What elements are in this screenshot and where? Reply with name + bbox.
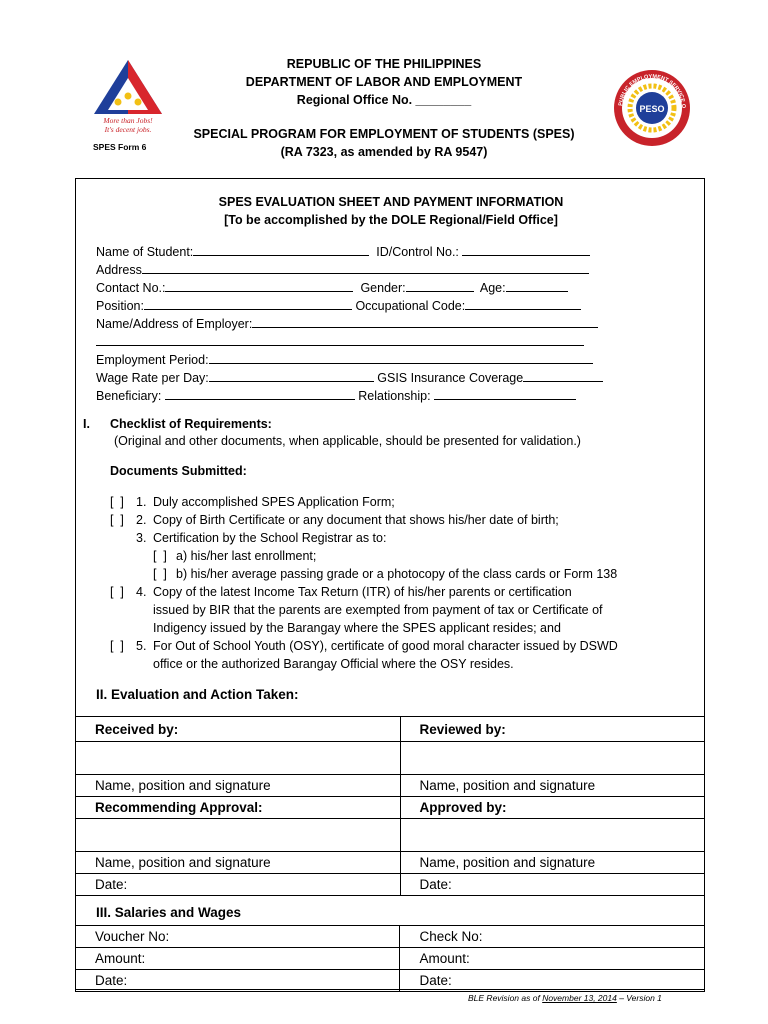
approved-date[interactable]: Date: — [400, 874, 704, 896]
relationship-field[interactable] — [434, 387, 576, 400]
position-label: Position: — [96, 299, 144, 313]
position-row — [96, 297, 581, 313]
reviewed-by-signature[interactable] — [400, 742, 704, 775]
salaries-table — [75, 925, 705, 992]
item1-num: 1. — [136, 495, 147, 509]
check-amount[interactable]: Amount: — [400, 948, 705, 970]
recommending-label: Recommending Approval: — [76, 797, 401, 819]
evaluation-table — [75, 716, 705, 896]
id-label: ID/Control No.: — [376, 245, 459, 259]
occ-code-label: Occupational Code: — [355, 299, 466, 313]
name-label: Name of Student: — [96, 245, 194, 259]
age-field[interactable] — [506, 279, 568, 292]
period-row — [96, 351, 593, 367]
checklist-heading: Checklist of Requirements: — [110, 417, 272, 431]
item5-text-1: For Out of School Youth (OSY), certificate of good moral character issued by DSWD — [153, 639, 618, 653]
voucher-amount[interactable]: Amount: — [76, 948, 400, 970]
recommending-date[interactable]: Date: — [76, 874, 401, 896]
relationship-label: Relationship: — [358, 389, 431, 403]
received-by-signature[interactable] — [76, 742, 401, 775]
item2-text: Copy of Birth Certificate or any document that shows his/her date of birth; — [153, 513, 559, 527]
address-label: Address — [96, 263, 142, 277]
address-row — [96, 261, 589, 277]
form-box — [75, 178, 705, 990]
voucher-date[interactable]: Date: — [76, 970, 400, 992]
gender-field[interactable] — [406, 279, 474, 292]
sheet-title: SPES EVALUATION SHEET AND PAYMENT INFORMATION — [218, 195, 564, 209]
checklist-num: I. — [83, 417, 90, 431]
header-republic: REPUBLIC OF THE PHILIPPINES — [286, 57, 482, 71]
item3-num: 3. — [136, 531, 147, 545]
item4-checkbox[interactable]: [ ] — [110, 585, 124, 599]
item4-num: 4. — [136, 585, 147, 599]
header-regional-office: Regional Office No. ________ — [296, 93, 472, 107]
period-label: Employment Period: — [96, 353, 209, 367]
item5-num: 5. — [136, 639, 147, 653]
recommending-caption: Name, position and signature — [76, 852, 401, 874]
item4-text-1: Copy of the latest Income Tax Return (ITR) of his/her parents or certification — [153, 585, 572, 599]
item2-num: 2. — [136, 513, 147, 527]
received-by-label: Received by: — [76, 717, 401, 742]
check-date[interactable]: Date: — [400, 970, 705, 992]
sheet-subtitle: [To be accomplished by the DOLE Regional/Field Office] — [224, 213, 558, 227]
beneficiary-row — [96, 387, 576, 403]
gender-label: Gender: — [360, 281, 406, 295]
item1-checkbox[interactable]: [ ] — [110, 495, 124, 509]
id-field[interactable] — [462, 243, 590, 256]
footer-date: November 13, 2014 — [542, 993, 617, 1003]
employer-label: Name/Address of Employer: — [96, 317, 253, 331]
item3b-text: b) his/her average passing grade or a photocopy of the class cards or Form 138 — [176, 567, 618, 581]
wage-label: Wage Rate per Day: — [96, 371, 209, 385]
name-field[interactable] — [193, 243, 369, 256]
occ-code-field[interactable] — [465, 297, 581, 310]
header-department: DEPARTMENT OF LABOR AND EMPLOYMENT — [245, 75, 523, 89]
item5-text-2: office or the authorized Barangay Official where the OSY resides. — [153, 657, 514, 671]
contact-label: Contact No.: — [96, 281, 166, 295]
checklist-note: (Original and other documents, when applicable, should be presented for validation.) — [114, 434, 581, 448]
form-number: SPES Form 6 — [93, 142, 147, 152]
age-label: Age: — [479, 281, 506, 295]
item5-checkbox[interactable]: [ ] — [110, 639, 124, 653]
approved-by-caption: Name, position and signature — [400, 852, 704, 874]
period-field[interactable] — [209, 351, 593, 364]
dole-tagline-1: More than Jobs! — [103, 116, 153, 125]
reviewed-by-caption: Name, position and signature — [400, 775, 704, 797]
approved-by-signature[interactable] — [400, 819, 704, 852]
employer-field[interactable] — [252, 315, 598, 328]
wage-field[interactable] — [209, 369, 374, 382]
header-program: SPECIAL PROGRAM FOR EMPLOYMENT OF STUDENTS (SPES) — [193, 127, 575, 141]
footer-prefix: BLE Revision as of — [468, 993, 543, 1003]
beneficiary-label: Beneficiary: — [96, 389, 162, 403]
employer-field-2[interactable] — [96, 333, 584, 346]
header-law: (RA 7323, as amended by RA 9547) — [280, 145, 488, 159]
contact-row — [96, 279, 568, 295]
revision-footer — [468, 993, 662, 1003]
gsis-field[interactable] — [523, 369, 603, 382]
position-field[interactable] — [144, 297, 352, 310]
approved-by-label: Approved by: — [400, 797, 704, 819]
address-field[interactable] — [142, 261, 589, 274]
beneficiary-field[interactable] — [165, 387, 355, 400]
dole-tagline-2: It's decent jobs. — [104, 125, 152, 134]
item3-text: Certification by the School Registrar as to: — [153, 531, 387, 545]
item2-checkbox[interactable]: [ ] — [110, 513, 124, 527]
voucher-no[interactable]: Voucher No: — [76, 926, 400, 948]
check-no[interactable]: Check No: — [400, 926, 705, 948]
item4-text-2: issued by BIR that the parents are exempted from payment of tax or Certificate of — [153, 603, 603, 617]
footer-suffix: – Version 1 — [616, 993, 662, 1003]
peso-logo-center: PESO — [639, 104, 665, 114]
gsis-label: GSIS Insurance Coverage — [377, 371, 524, 385]
docs-submitted-heading: Documents Submitted: — [110, 464, 247, 478]
employer-row — [96, 315, 598, 331]
contact-field[interactable] — [165, 279, 353, 292]
student-fields-row — [96, 243, 590, 259]
salaries-heading: III. Salaries and Wages — [96, 905, 242, 920]
peso-logo-text: PUBLIC EMPLOYMENT SERVICE O — [618, 73, 687, 109]
item4-text-3: Indigency issued by the Barangay where the SPES applicant resides; and — [153, 621, 561, 635]
item3b-checkbox[interactable]: [ ] — [153, 567, 167, 581]
item1-text: Duly accomplished SPES Application Form; — [153, 495, 395, 509]
item3a-text: a) his/her last enrollment; — [176, 549, 317, 563]
recommending-signature[interactable] — [76, 819, 401, 852]
received-by-caption: Name, position and signature — [76, 775, 401, 797]
evaluation-heading: II. Evaluation and Action Taken: — [96, 687, 299, 702]
employer-row-2 — [96, 333, 584, 349]
reviewed-by-label: Reviewed by: — [400, 717, 704, 742]
item3a-checkbox[interactable]: [ ] — [153, 549, 167, 563]
wage-row — [96, 369, 603, 385]
